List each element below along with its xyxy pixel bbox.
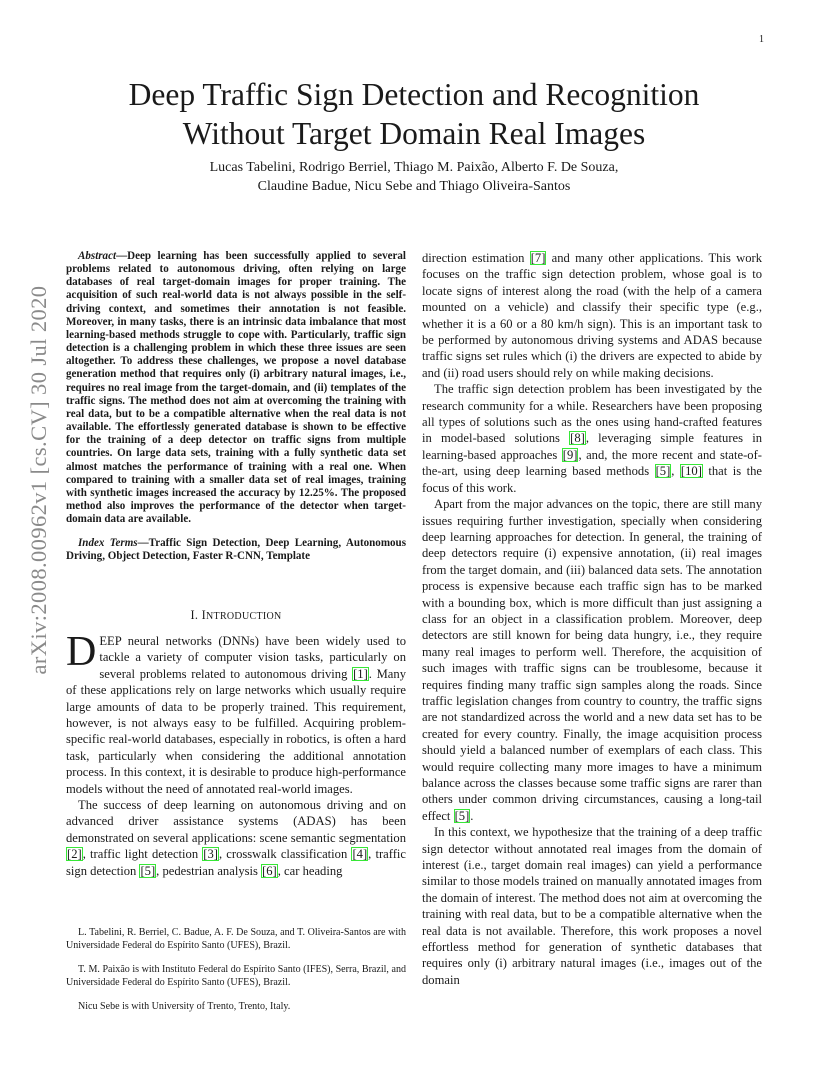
citation-link[interactable]: [1]: [353, 666, 368, 681]
left-column: [66, 250, 406, 879]
citation-link[interactable]: [4]: [352, 847, 368, 862]
arxiv-identifier: arXiv:2008.00962v1 [cs.CV] 30 Jul 2020: [26, 285, 51, 675]
title-line-2: Without Target Domain Real Images: [182, 116, 646, 151]
authors-line-2: Claudine Badue, Nicu Sebe and Thiago Oliveira-Santos: [257, 179, 571, 194]
index-terms: [66, 537, 406, 563]
citation-link[interactable]: [5]: [140, 863, 156, 878]
right-paragraph-2: The traffic sign detection problem has been investigated by the research community for a while. Researchers have been proposing all types of solutions such as the ones using hand-crafted features in model-based solutions [8], leveraging simple features in learning-based approaches [9], and, the more recent and state-of-the-art, using deep learning based methods [5], [10] that is the focus of this work.: [422, 382, 763, 495]
abstract-text: —Deep learning has been successfully applied to several problems related to autonomous driving, often relying on large databases of real target-domain images for proper training. The acquisition of such real-world data is not always possible in the self-driving context, and sometimes their annotation is not feasible. Moreover, in many tasks, there is an intrinsic data imbalance that most learning-based methods struggle to cope with. Particularly, traffic sign detection is a challenging problem in which these three issues are seen altogether. To address these challenges, we propose a novel database generation method that requires only (i) arbitrary natural images, i.e., requires no real image from the target-domain, and (ii) templates of the traffic signs. The method does not aim at overcoming the training with real data, but to be a compatible alternative when the real data is not available. The effortlessly generated database is shown to be effective for the training of a deep detector on traffic signs from multiple countries. On large data sets, training with a fully synthetic data set almost matches the performance of training with a real one. When compared to training with a smaller data set of real images, training with synthetic images increased the accuracy by 12.25%. The proposed method also improves the performance of the detector when target-domain data are available.: [66, 250, 406, 526]
page-number: 1: [759, 34, 764, 45]
footnote-affiliation-ifes: T. M. Paixão is with Instituto Federal do Espírito Santo (IFES), Serra, Brazil, and Universidade Federal do Espírito Santo (UFES), Brazil.: [66, 964, 406, 988]
authors-line-1: Lucas Tabelini, Rodrigo Berriel, Thiago M. Paixão, Alberto F. De Souza,: [209, 160, 619, 175]
citation-link[interactable]: [6]: [262, 863, 277, 878]
citation-link[interactable]: [8]: [570, 431, 585, 446]
intro-paragraph-2: The success of deep learning on autonomous driving and on advanced driver assistance systems (ADAS) has been demonstrated on several applications: scene semantic segmentation [2], traffic light detection [3], crosswalk classification [4], traffic sign detection [5], pedestrian analysis [6], car heading: [66, 798, 406, 878]
index-terms-label: Index Terms: [78, 537, 138, 550]
right-paragraph-1: direction estimation [7] and many other applications. This work focuses on the traffic sign detection problem, whose goal is to locate signs of interest along the road (with the help of a camera mounted on a vehicle) and classify their specific type (e.g., whether it is a 60 or a 80 km/h sign). This is an important task to be performed by autonomous driving systems and ADAS because traffic signs set rules which (i) the drivers are expected to abide by and (ii) road users should rely on while making decisions.: [422, 251, 762, 380]
paper-title: [60, 75, 768, 153]
right-paragraph-3: Apart from the major advances on the topic, there are still many issues requiring further investigation, specially when considering deep learning approaches for detection. In general, the training of deep detectors require (i) expensive annotation, (ii) real images from the target domain, and (iii) balanced data sets. The annotation process is expensive because each traffic sign has to be marked with a bounding box, which is more difficult than just assigning a class for an object in a classification problem. Moreover, deep detectors are still known for being data hungry, i.e., they require many real images to perform well. Therefore, the acquisition of such images with traffic signs can be troublesome, because it requires finding many traffic sign samples along the roads. Since traffic legislation changes from country to country, the traffic signs are not standardized across the world and a new data set has to be created for every country. Finally, the image acquisition process should yield a balanced number of exemplars of each class. This would require collecting many more images to have a minimum balance across the classes because some traffic signs are rarer than others under common driving circumstances, causing a long-tail effect [5].: [422, 497, 762, 823]
section-heading-introduction: I. INTRODUCTION: [190, 607, 282, 622]
abstract-label: Abstract: [78, 250, 117, 262]
citation-link[interactable]: [2]: [67, 847, 82, 862]
drop-cap: D: [66, 629, 97, 675]
citation-link[interactable]: [9]: [562, 447, 578, 462]
intro-paragraph-1: DEEP neural networks (DNNs) have been widely used to tackle a variety of computer vision tasks, particularly on several problems related to autonomous driving [1]. Many of these applications rely on large networks which usually require large amounts of data to be properly trained. This requirement, however, is not always easy to be fulfilled. Acquiring problem-specific real-world databases, especially in robotics, is often a hard task, particularly when considering the additional annotation process. In this context, it is desirable to produce high-performance models without the need of annotated real-world images.: [66, 629, 406, 796]
index-terms-text: —Traffic Sign Detection, Deep Learning, Autonomous Driving, Object Detection, Faster R-CNN, Template: [66, 537, 407, 563]
citation-link[interactable]: [5]: [454, 808, 470, 823]
footnote-affiliation-ufes: L. Tabelini, R. Berriel, C. Badue, A. F. De Souza, and T. Oliveira-Santos are with Universidade Federal do Espírito Santo (UFES), Brazil.: [66, 927, 406, 951]
citation-link[interactable]: [5]: [655, 464, 671, 479]
citation-link[interactable]: [10]: [680, 464, 702, 479]
author-list: [60, 158, 768, 196]
right-paragraph-4: In this context, we hypothesize that the training of a deep traffic sign detector without annotated real images from the domain of interest (i.e., target domain real images) can yield a performance similar to those models trained on manually annotated images from the domain of interest. The method does not aim at overcoming the training with real data, but to be a compatible alternative when the real data is not available. Therefore, this work proposes a novel effortless method for generation of synthetic databases that requires only (i) arbitrary natural images (i.e., images out of the domain: [422, 825, 762, 987]
abstract: [66, 250, 406, 526]
citation-link[interactable]: [3]: [203, 847, 218, 862]
citation-link[interactable]: [7]: [530, 251, 546, 265]
footnote-affiliation-trento: Nicu Sebe is with University of Trento, Trento, Italy.: [78, 1001, 291, 1012]
right-column: [422, 250, 762, 988]
title-line-1: Deep Traffic Sign Detection and Recognition: [128, 77, 700, 112]
